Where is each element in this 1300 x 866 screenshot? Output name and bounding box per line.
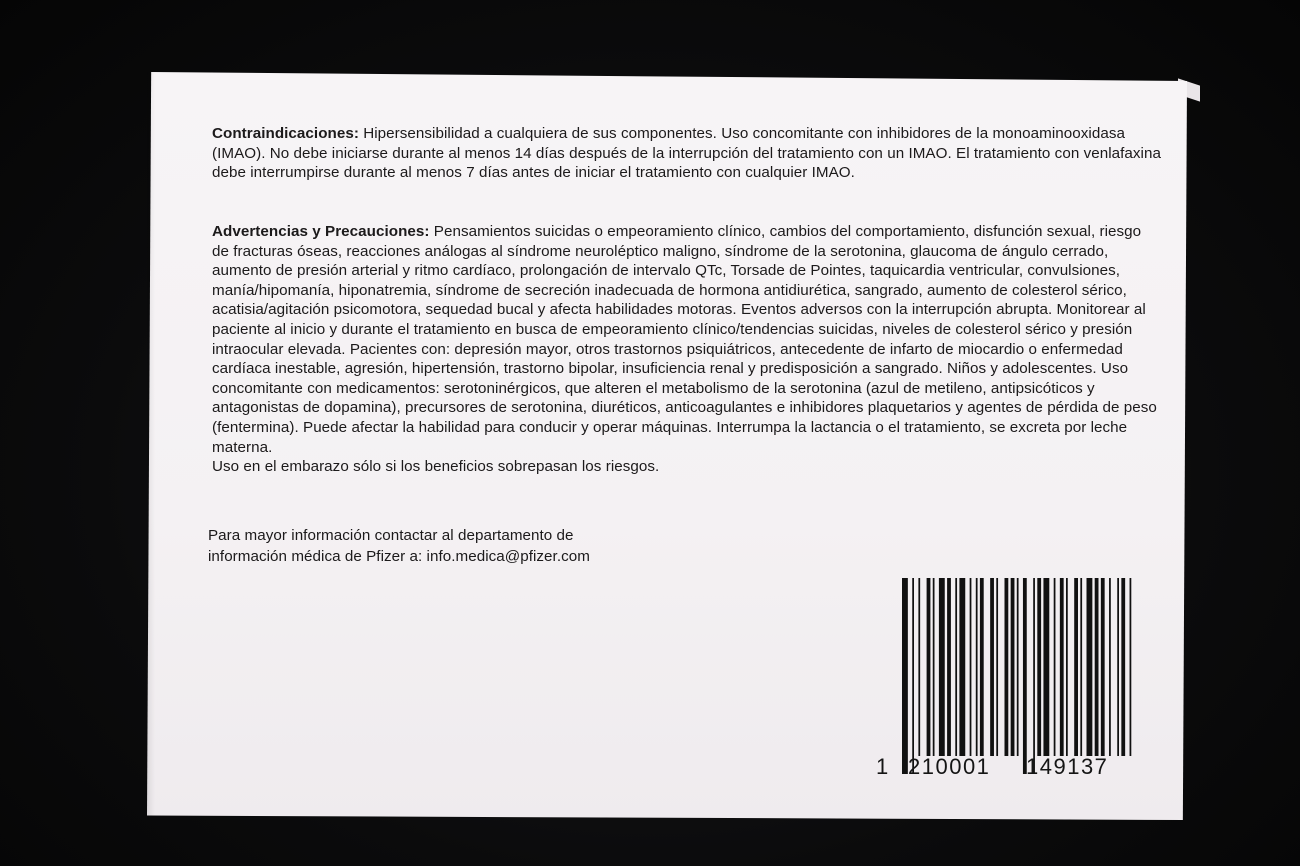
contraindications-heading: Contraindicaciones:	[212, 125, 359, 142]
contact-info-line-1: Para mayor información contactar al departamento de	[208, 527, 574, 544]
barcode-bar	[939, 578, 945, 756]
barcode-digit-first: 1	[876, 754, 889, 778]
barcode-digits-right: 149137	[1026, 754, 1109, 778]
barcode-bar	[902, 578, 908, 774]
barcode-bar	[1023, 578, 1027, 774]
barcode-bar	[1017, 578, 1019, 756]
barcode-bar	[976, 578, 978, 756]
contact-info	[208, 525, 668, 567]
barcode-bars	[902, 578, 1131, 774]
barcode-bar	[1074, 578, 1078, 756]
barcode-bar	[1130, 578, 1132, 756]
barcode-bar	[918, 578, 920, 756]
barcode-bar	[990, 578, 994, 756]
barcode-bar	[1109, 578, 1111, 756]
barcode-bar	[1121, 578, 1125, 756]
warnings-text: Pensamientos suicidas o empeoramiento clínico, cambios del comportamiento, disfunción sexual, riesgo de fracturas óseas, reacciones análogas al síndrome neuroléptico maligno, síndrome de la serotonina, glaucoma de ángulo cerrado, aumento de presión arterial y ritmo cardíaco, prolongación de intervalo QTc, Torsade de Pointes, taquicardia ventricular, convulsiones, manía/hipomanía, hiponatremia, síndrome de secreción inadecuada de hormona antidiurética, sangrado, aumento de colesterol sérico, acatisia/agitación psicomotora, sequedad bucal y afecta habilidades motoras. Eventos adversos con la interrupción abrupta. Monitorear al paciente al inicio y durante el tratamiento en busca de empeoramiento clínico/tendencias suicidas, niveles de colesterol sérico y presión intraocular elevada. Pacientes con: depresión mayor, otros trastornos psiquiátricos, antecedente de infarto de miocardio o enfermedad cardíaca inestable, agresión, hipertensión, trastorno bipolar, insuficiencia renal y predisposición a sangrado. Niños y adolescentes. Uso concomitante con medicamentos: serotoninérgicos, que alteren el metabolismo de la serotonina (azul de metileno, antipsicóticos y antagonistas de dopamina), precursores de serotonina, diuréticos, anticoagulantes e inhibidores plaquetarios y agentes de pérdida de peso (fentermina). Puede afectar la habilidad para conducir y operar máquinas. Interrumpa la lactancia o el tratamiento, se excreta por leche materna.	[212, 223, 1157, 456]
barcode-bar	[980, 578, 984, 756]
barcode-bar	[1005, 578, 1009, 756]
barcode-bar	[1066, 578, 1068, 756]
contact-info-line-2: información médica de Pfizer a: info.medica@pfizer.com	[208, 548, 590, 565]
barcode-bar	[1060, 578, 1064, 756]
barcode-bar	[1087, 578, 1093, 756]
barcode-bar	[1095, 578, 1099, 756]
barcode	[866, 576, 1146, 778]
warnings-pregnancy-text: Uso en el embarazo sólo si los beneficios sobrepasan los riesgos.	[212, 458, 660, 476]
barcode-bar	[959, 578, 965, 756]
box-edge-shadow	[147, 72, 155, 820]
barcode-bar	[1117, 578, 1119, 756]
warnings-paragraph	[212, 222, 1162, 477]
barcode-bar	[1054, 578, 1056, 756]
contraindications-paragraph	[212, 124, 1162, 183]
barcode-bar	[933, 578, 935, 756]
barcode-bar	[1043, 578, 1049, 756]
barcode-bar	[955, 578, 957, 756]
warnings-heading: Advertencias y Precauciones:	[212, 223, 430, 240]
contraindications-text: Hipersensibilidad a cualquiera de sus componentes. Uso concomitante con inhibidores de la monoaminooxidasa (IMAO). No debe iniciarse durante al menos 14 días después de la interrupción del tratamiento con un IMAO. El tratamiento con venlafaxina debe interrumpirse durante al menos 7 días antes de iniciar el tratamiento con cualquier IMAO.	[212, 125, 1161, 182]
barcode-bar	[1033, 578, 1035, 774]
barcode-bar	[996, 578, 998, 756]
barcode-digits-left: 210001	[908, 754, 991, 778]
barcode-bar	[970, 578, 972, 756]
barcode-bar	[912, 578, 914, 774]
barcode-bar	[1080, 578, 1082, 756]
barcode-bar	[1037, 578, 1041, 756]
barcode-bar	[1011, 578, 1015, 756]
barcode-bar	[1101, 578, 1105, 756]
barcode-bar	[927, 578, 931, 756]
barcode-bar	[947, 578, 951, 756]
